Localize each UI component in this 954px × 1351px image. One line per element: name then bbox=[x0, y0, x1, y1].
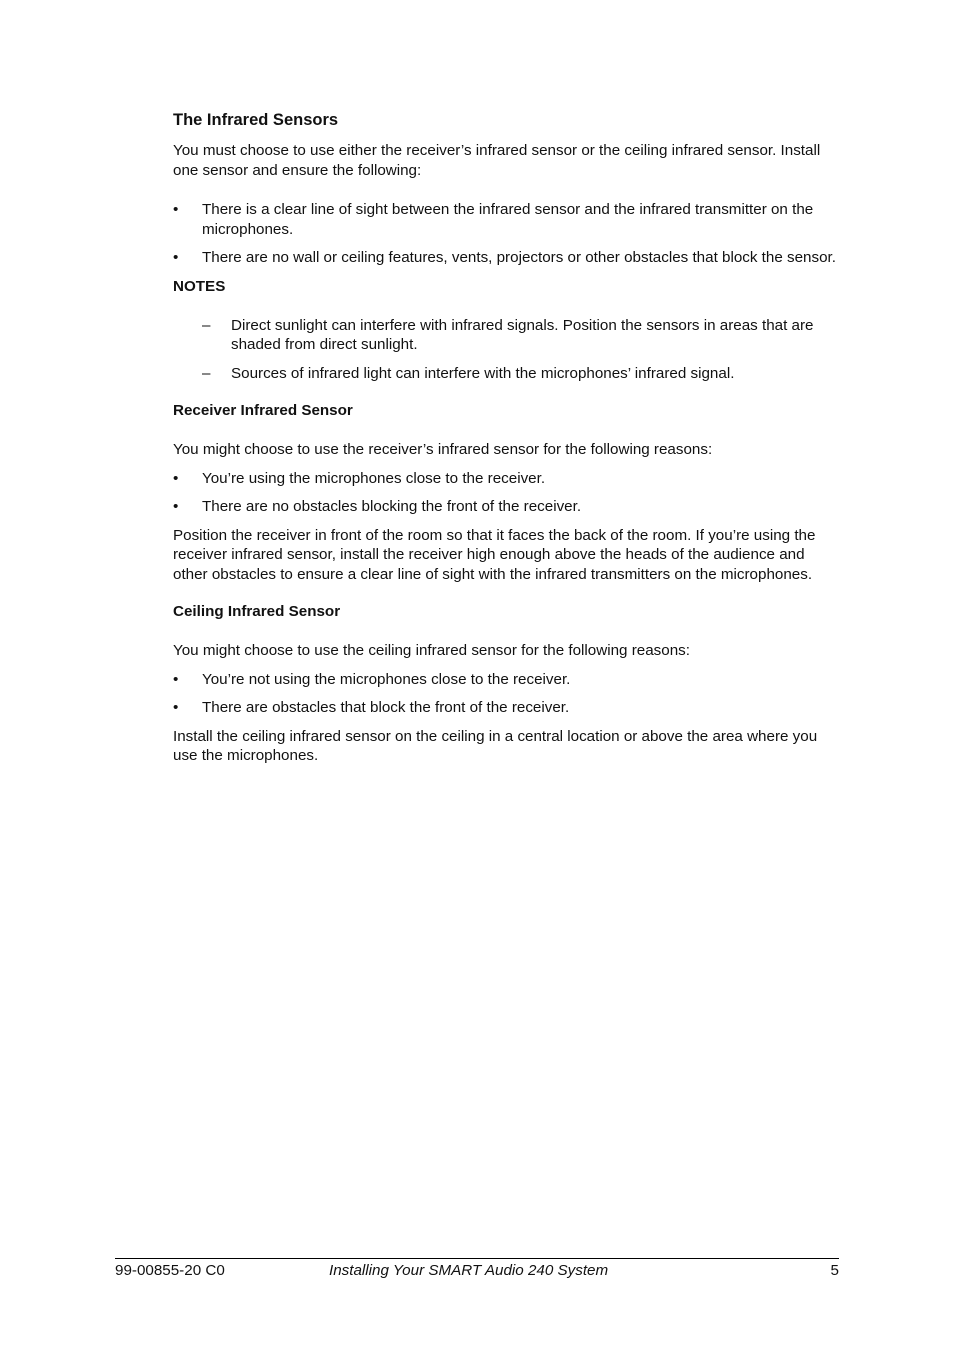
notes-list bbox=[173, 316, 839, 384]
note-item bbox=[173, 316, 839, 355]
bullet-mark: • bbox=[173, 249, 179, 266]
receiver-body: Position the receiver in front of the room so that it faces the back of the room. If you’re using the receiver infrared sensor, install the receiver high enough above the heads of the audience and other obstacles to ensure a clear line of sight with the infrared transmitters on the microphones. bbox=[173, 526, 816, 583]
ceiling-reasons-list bbox=[173, 670, 839, 718]
footer-divider bbox=[115, 1258, 839, 1259]
list-item-text: There are no obstacles blocking the front of the receiver. bbox=[202, 498, 582, 515]
page-number: 5 bbox=[830, 1262, 839, 1279]
page-content bbox=[173, 110, 839, 766]
receiver-intro: You might choose to use the receiver’s infrared sensor for the following reasons: bbox=[173, 441, 713, 458]
list-item bbox=[173, 497, 839, 517]
list-item-text: There are no wall or ceiling features, vents, projectors or other obstacles that block the sensor. bbox=[202, 249, 836, 266]
ceiling-heading: Ceiling Infrared Sensor bbox=[173, 603, 341, 620]
note-text: Direct sunlight can interfere with infrared signals. Position the sensors in areas that are shaded from direct sunlight. bbox=[231, 316, 814, 353]
bullet-mark: • bbox=[173, 699, 179, 716]
list-item bbox=[173, 670, 839, 690]
list-item bbox=[173, 200, 839, 239]
list-item-text: You’re not using the microphones close to the receiver. bbox=[202, 670, 571, 688]
section-title: The Infrared Sensors bbox=[173, 111, 339, 129]
receiver-heading: Receiver Infrared Sensor bbox=[173, 402, 353, 419]
bullet-mark: • bbox=[173, 670, 179, 688]
note-item bbox=[173, 364, 839, 384]
page-footer bbox=[115, 1262, 839, 1282]
ceiling-intro: You might choose to use the ceiling infrared sensor for the following reasons: bbox=[173, 642, 690, 659]
document-title: Installing Your SMART Audio 240 System bbox=[329, 1262, 609, 1279]
list-item bbox=[173, 469, 839, 489]
document-number: 99-00855-20 C0 bbox=[115, 1262, 225, 1279]
list-item-text: There are obstacles that block the front of the receiver. bbox=[202, 699, 570, 716]
list-item bbox=[173, 248, 839, 268]
ceiling-body: Install the ceiling infrared sensor on the ceiling in a central location or above the area where you use the microphones. bbox=[173, 727, 818, 764]
list-item-text: There is a clear line of sight between the infrared sensor and the infrared transmitter on the microphones. bbox=[202, 201, 814, 238]
bullet-mark: • bbox=[173, 201, 179, 218]
bullet-mark: • bbox=[173, 469, 179, 487]
section-intro: You must choose to use either the receiver’s infrared sensor or the ceiling infrared sensor. Install one sensor and ensure the following: bbox=[173, 142, 821, 179]
list-item-text: You’re using the microphones close to the receiver. bbox=[202, 469, 546, 487]
requirements-list bbox=[173, 200, 839, 268]
receiver-reasons-list bbox=[173, 469, 839, 517]
dash-mark: – bbox=[202, 364, 211, 382]
notes-heading: NOTES bbox=[173, 277, 226, 295]
bullet-mark: • bbox=[173, 498, 179, 515]
dash-mark: – bbox=[202, 316, 211, 334]
note-text: Sources of infrared light can interfere with the microphones’ infrared signal. bbox=[231, 364, 735, 382]
list-item bbox=[173, 698, 839, 718]
